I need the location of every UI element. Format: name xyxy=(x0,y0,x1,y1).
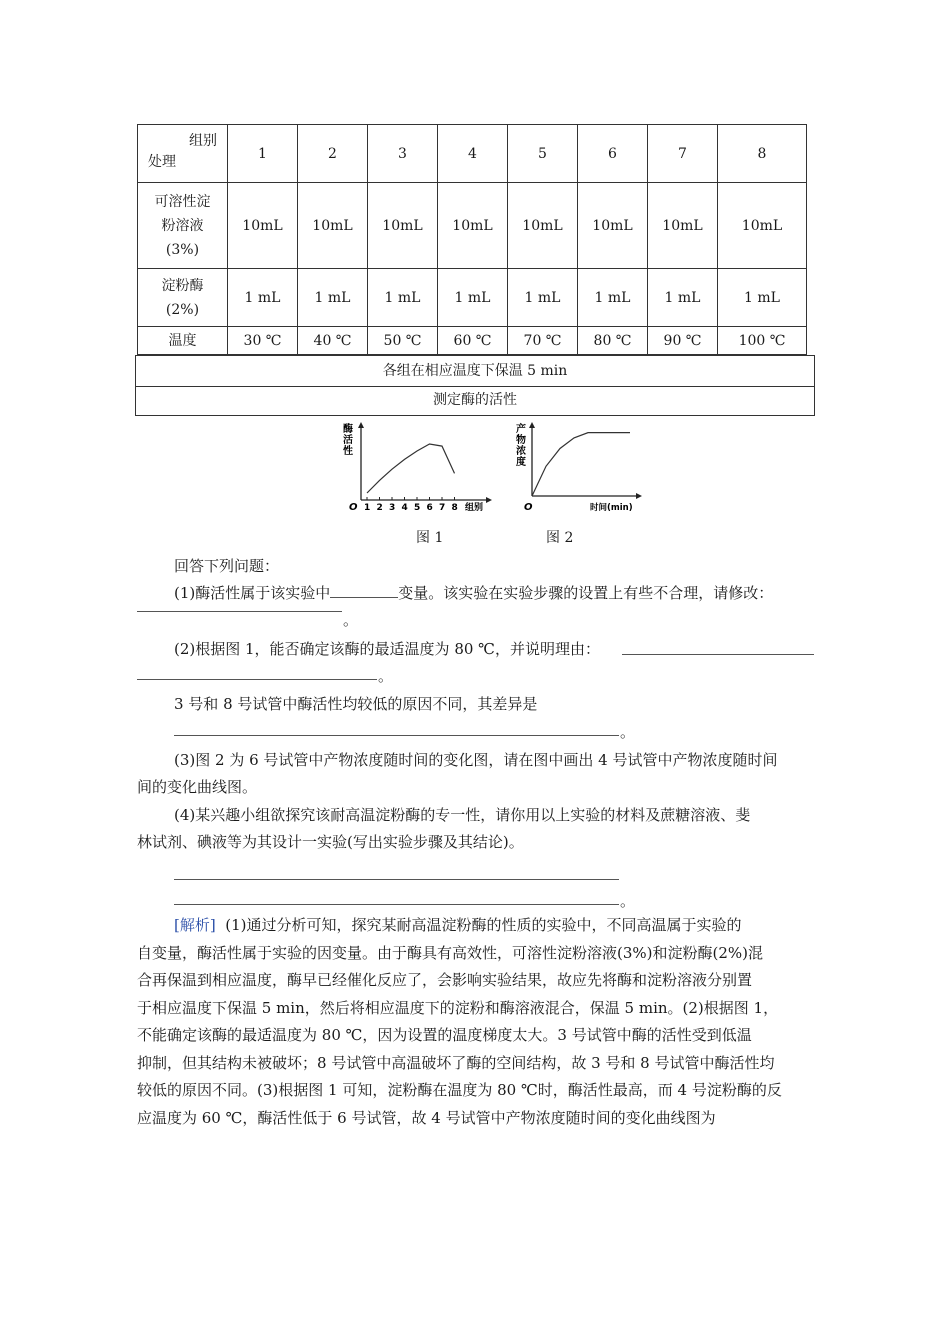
answer-blank xyxy=(174,903,619,905)
table-cell: 1 mL xyxy=(578,269,648,327)
question-4-line-1: (4)某兴趣小组欲探究该耐高温淀粉酶的专一性，请你用以上实验的材料及蔗糖溶液、斐 xyxy=(174,806,751,824)
analysis-line-8: 应温度为 60 ℃，酶活性低于 6 号试管，故 4 号试管中产物浓度随时间的变化曲线图为 xyxy=(137,1109,716,1127)
answer-blank xyxy=(174,878,619,880)
step-row-incubate: 各组在相应温度下保温 5 min xyxy=(135,355,815,387)
fig1-x-tick-label: 1 xyxy=(364,503,371,513)
q2-text: (2)根据图 1，能否确定该酶的最适温度为 80 ℃，并说明理由： xyxy=(174,640,600,658)
analysis-text: (1)通过分析可知，探究某耐高温淀粉酶的性质的实验中，不同高温属于实验的 xyxy=(225,916,742,934)
figure2-ylabel xyxy=(516,422,526,468)
period: 。 xyxy=(620,892,636,910)
answer-blank xyxy=(330,583,398,598)
table-cell: 1 mL xyxy=(228,269,298,327)
header-top-label: 组别 xyxy=(189,133,217,149)
row-label xyxy=(138,327,228,355)
table-cell: 90 ℃ xyxy=(648,327,718,355)
fig2-ylabel-char: 产 xyxy=(516,424,526,435)
question-3-line-2: 间的变化曲线图。 xyxy=(137,778,258,796)
fig1-x-tick-label: 2 xyxy=(376,503,383,513)
row-label-line: 温度 xyxy=(168,332,197,349)
table-cell: 10mL xyxy=(718,183,807,269)
table-cell: 50 ℃ xyxy=(368,327,438,355)
table-cell: 30 ℃ xyxy=(228,327,298,355)
figure2-chart xyxy=(510,418,645,518)
table-cell: 10mL xyxy=(228,183,298,269)
fig1-x-tick-label: 7 xyxy=(439,503,446,513)
period: 。 xyxy=(378,667,394,685)
table-cell: 80 ℃ xyxy=(578,327,648,355)
step-row-measure: 测定酶的活性 xyxy=(135,385,815,416)
fig1-ylabel-char: 性 xyxy=(343,446,353,457)
table-cell: 1 mL xyxy=(438,269,508,327)
table-cell: 1 mL xyxy=(508,269,578,327)
group-header: 7 xyxy=(648,125,718,183)
answer-blank xyxy=(137,678,377,680)
row-label-line: (3%) xyxy=(165,241,200,258)
figure1-chart xyxy=(335,418,495,518)
table-cell: 10mL xyxy=(368,183,438,269)
table-header-row xyxy=(138,125,807,183)
table-row xyxy=(138,183,807,269)
fig1-x-tick-label: 8 xyxy=(451,503,458,513)
fig2-xlabel: 时间(min) xyxy=(590,503,633,513)
group-header: 6 xyxy=(578,125,648,183)
fig1-x-tick-label: 4 xyxy=(401,503,408,513)
group-header: 1 xyxy=(228,125,298,183)
question-2-line xyxy=(174,639,600,659)
answer-blank xyxy=(622,653,814,655)
group-header: 8 xyxy=(718,125,807,183)
fig2-origin: O xyxy=(524,502,533,513)
table-cell: 100 ℃ xyxy=(718,327,807,355)
question-1-line xyxy=(174,583,773,603)
question-4-line-2: 林试剂、碘液等为其设计一实验(写出实验步骤及其结论)。 xyxy=(137,833,524,851)
table-cell: 1 mL xyxy=(718,269,807,327)
intro-line: 回答下列问题： xyxy=(174,557,280,575)
question-2b-line: 3 号和 8 号试管中酶活性均较低的原因不同，其差异是 xyxy=(174,695,538,713)
figure1-caption: 图 1 xyxy=(416,530,444,546)
question-3-line-1: (3)图 2 为 6 号试管中产物浓度随时间的变化图，请在图中画出 4 号试管中产物浓度随时间 xyxy=(174,751,778,769)
fig2-y-arrow xyxy=(529,422,535,428)
fig1-x-tick-label: 3 xyxy=(389,503,396,513)
table-cell: 10mL xyxy=(648,183,718,269)
figure2-caption: 图 2 xyxy=(546,530,574,546)
analysis-line-6: 抑制，但其结构未被破坏；8 号试管中高温破坏了酶的空间结构，故 3 号和 8 号试管中酶活性均 xyxy=(137,1054,775,1072)
experiment-table xyxy=(137,124,807,355)
analysis-line-7: 较低的原因不同。(3)根据图 1 可知，淀粉酶在温度为 80 ℃时，酶活性最高，而 4 号淀粉酶的反 xyxy=(137,1081,782,1099)
row-label-line: 可溶性淀 xyxy=(154,193,211,210)
fig1-x-tick-label: 6 xyxy=(426,503,433,513)
table-cell: 10mL xyxy=(508,183,578,269)
q1-text-b: 变量。该实验在实验步骤的设置上有些不合理，请修改： xyxy=(398,584,774,602)
row-label-line: 粉溶液 xyxy=(161,217,204,234)
row-label-line: (2%) xyxy=(165,301,200,318)
fig2-ylabel-char: 物 xyxy=(516,435,526,446)
period: 。 xyxy=(620,723,636,741)
row-label-line: 淀粉酶 xyxy=(161,277,204,294)
table-cell: 1 mL xyxy=(298,269,368,327)
fig2-series-line xyxy=(532,433,630,496)
row-label xyxy=(138,183,228,269)
fig1-x-tick-label: 5 xyxy=(414,503,421,513)
group-header: 3 xyxy=(368,125,438,183)
analysis-line-2: 自变量，酶活性属于实验的因变量。由于酶具有高效性，可溶性淀粉溶液(3%)和淀粉酶(2%)混 xyxy=(137,944,764,962)
row-label xyxy=(138,269,228,327)
table-cell: 70 ℃ xyxy=(508,327,578,355)
analysis-line-4: 于相应温度下保温 5 min，然后将相应温度下的淀粉和酶溶液混合，保温 5 min。(2)根据图 1， xyxy=(137,999,779,1017)
fig1-y-arrow xyxy=(358,422,364,428)
fig1-origin: O xyxy=(349,502,358,513)
table-cell: 10mL xyxy=(438,183,508,269)
table-row xyxy=(138,269,807,327)
fig2-ylabel-char: 度 xyxy=(516,457,526,468)
period: 。 xyxy=(343,611,359,629)
fig2-x-arrow xyxy=(636,493,642,499)
analysis-line-1 xyxy=(174,915,742,935)
table-cell: 10mL xyxy=(578,183,648,269)
fig1-ylabel-char: 酶 xyxy=(343,424,353,435)
group-header: 2 xyxy=(298,125,368,183)
fig1-x-arrow xyxy=(486,497,492,503)
answer-blank xyxy=(174,734,619,736)
table-cell: 10mL xyxy=(298,183,368,269)
fig1-xlabel: 组别 xyxy=(465,503,484,513)
group-header: 5 xyxy=(508,125,578,183)
fig2-ylabel-char: 浓 xyxy=(516,446,526,457)
analysis-tag: [解析] xyxy=(174,916,216,934)
table-cell: 40 ℃ xyxy=(298,327,368,355)
group-header: 4 xyxy=(438,125,508,183)
table-cell: 1 mL xyxy=(648,269,718,327)
analysis-line-5: 不能确定该酶的最适温度为 80 ℃，因为设置的温度梯度太大。3 号试管中酶的活性受到低温 xyxy=(137,1026,752,1044)
figure1-ylabel xyxy=(343,422,353,457)
fig1-series-line xyxy=(367,444,455,493)
header-bottom-label: 处理 xyxy=(148,154,176,170)
table-row xyxy=(138,327,807,355)
corner-header-cell xyxy=(138,125,228,183)
table-cell: 1 mL xyxy=(368,269,438,327)
fig1-ylabel-char: 活 xyxy=(343,435,353,446)
table-cell: 60 ℃ xyxy=(438,327,508,355)
analysis-line-3: 合再保温到相应温度，酶早已经催化反应了，会影响实验结果，故应先将酶和淀粉溶液分别置 xyxy=(137,971,753,989)
answer-blank xyxy=(137,610,342,612)
q1-text-a: (1)酶活性属于该实验中 xyxy=(174,584,331,602)
